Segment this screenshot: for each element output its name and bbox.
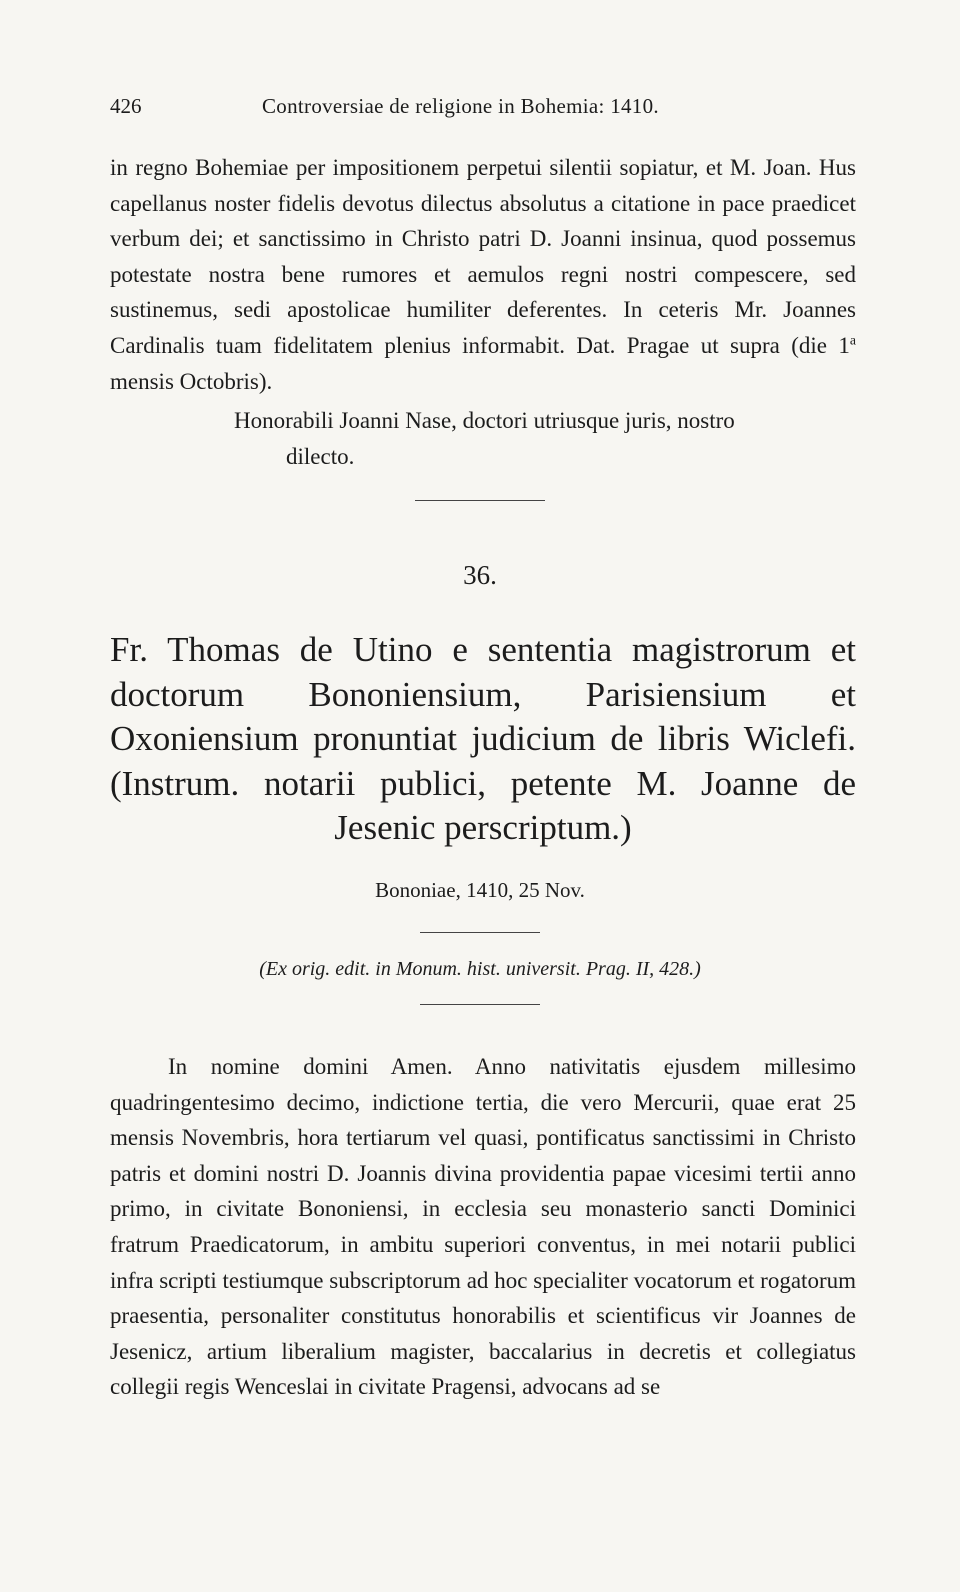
source-rule-top [420,932,540,933]
page-number: 426 [110,94,142,118]
body-paragraph: In nomine domini Amen. Anno nativitatis ejusdem millesimo quadringentesimo decimo, indictione tertia, die vero Mercurii, quae erat 25 mensis Novembris, hora tertiarum vel quasi, pontificatus sanctissimi in Christo patris et domini nostri D. Joannis divina providentia papae vicesimi tertii anno primo, in civitate Bononiensi, in ecclesia seu monasterio sancti Dominici fratrum Praedicatorum, in ambitu superiori conventus, in mei notarii publici infra scripti testiumque subscriptorum ad hoc specialiter vocatorum et rogatorum praesentia, personaliter constitutus honorabilis et scientificus vir Joannes de Jesenicz, artium liberalium magister, baccalarius in decretis et collegiatus collegii regis Wenceslai in civitate Pragensi, advocans ad se [110,1054,856,1400]
document-title: Fr. Thomas de Utino e sententia magistrorum et doctorum Bononiensium, Parisiensium et Oxoniensium pronuntiat judicium de libris Wiclefi. (Instrum. notarii publici, petente M. Joanne de Jesenic perscriptum.) [110,630,856,847]
source-rule-bottom [420,1004,540,1005]
running-head: Controversiae de religione in Bohemia: 1410. [262,94,659,118]
address-line: Honorabili Joanni Nase, doctori utriusque juris, nostro [234,408,735,433]
letter-text: in regno Bohemiae per impositionem perpetui silentii sopiatur, et M. Joan. Hus capellanus noster fidelis devotus dilectus absolutus a citatione in pace praedicet verbum dei; et sanctissimo in Christo patri D. Joanni insinua, quod possemus potestate nostra bene rumores et aemulos regni nostri compescere, sed sustinemus, sedi apostolicae humiliter deferentes. In ceteris Mr. Joannes Cardinalis tuam fidelitatem plenius informabit. Dat. Pragae ut supra (die 1 [110,155,856,358]
place-date: Bononiae, 1410, 25 Nov. [375,878,585,902]
letter-closing-paragraph [110,150,856,399]
page-header [110,94,860,124]
section-divider [415,500,545,501]
letter-date-tail: mensis Octobris). [110,368,273,394]
source-note: (Ex orig. edit. in Monum. hist. universit. Prag. II, 428.) [259,958,701,980]
letter-address [234,403,859,475]
address-continuation: dilecto. [286,444,355,469]
document-body [110,1049,856,1405]
letter-ending [110,150,856,399]
document-number: 36. [463,560,497,590]
date-superscript: a [849,332,856,348]
